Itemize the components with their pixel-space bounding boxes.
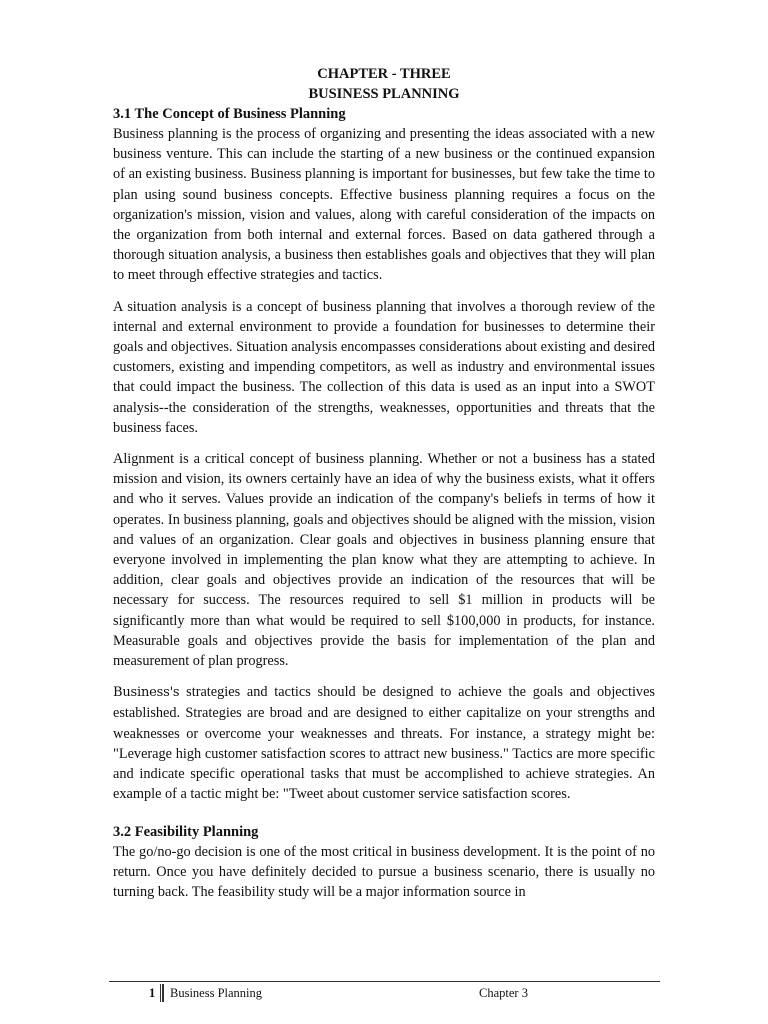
footer-chapter-label: Chapter 3 [479, 986, 528, 1000]
document-page [113, 64, 655, 902]
footer-divider [161, 984, 164, 1002]
page-number: 1 [149, 986, 156, 1000]
paragraph-text: strategies and tactics should be designed to achieve the goals and objectives established. Strategies are broad and are designed to either capitalize on your strengths and weaknesses or overcome your weaknesses and threats. For instance, a strategy might be: "Leverage high customer satisfaction scores to attract new business." Tactics are more specific and indicate specific operational tasks that must be accomplished to achieve strategies. An example of a tactic might be: "Tweet about customer service satisfaction scores. [113, 684, 655, 803]
section-heading-feasibility: 3.2 Feasibility Planning [113, 823, 259, 840]
section-heading-concept: 3.1 The Concept of Business Planning [113, 106, 346, 122]
paragraph: The go/no-go decision is one of the most critical in business development. It is the point of no return. Once you have definitely decided to pursue a business scenario, there is usually no turning back. The feasibility study will be a major information source in [113, 843, 655, 900]
page-footer [109, 981, 660, 1006]
chapter-title: BUSINESS PLANNING [308, 86, 460, 102]
footer-document-name: Business Planning [170, 986, 263, 1000]
paragraph-first-word: Business's [113, 685, 180, 701]
paragraph: Business planning is the process of organizing and presenting the ideas associated with a new business venture. This can include the starting of a new business or the continued expansion of an existing business. Business planning is important for businesses, but few take the time to plan using sound business concepts. Effective business planning requires a focus on the organization's mission, vision and values, along with careful consideration of the impacts on the organization from both internal and external forces. Based on data gathered through a thorough situation analysis, a business then establishes goals and objectives that they will plan to meet through effective strategies and tactics. [113, 126, 655, 284]
paragraph: A situation analysis is a concept of business planning that involves a thorough review of the internal and external environment to provide a foundation for businesses to determine their goals and objectives. Situation analysis encompasses considerations about existing and desired customers, existing and impending competitors, as well as industry and environmental issues that could impact the business. The collection of this data is used as an input into a SWOT analysis--the consideration of the strengths, weaknesses, opportunities and threats that the business faces. [113, 298, 655, 436]
chapter-number: CHAPTER - THREE [317, 66, 451, 82]
paragraph [113, 682, 655, 804]
paragraph: Alignment is a critical concept of business planning. Whether or not a business has a stated mission and vision, its owners certainly have an idea of why the business exists, what it offers and who it serves. Values provide an indication of the company's beliefs in terms of how it operates. In business planning, goals and objectives should be aligned with the mission, vision and values of an organization. Clear goals and objectives in business planning ensure that everyone involved in implementing the plan know what they are attempting to achieve. In addition, clear goals and objectives provide an indication of the resources that will be necessary for success. The resources required to sell $1 million in products will be significantly more than what would be required to sell $100,000 in products, for instance. Measurable goals and objectives provide the basis for implementation of the plan and measurement of plan progress. [113, 451, 655, 670]
